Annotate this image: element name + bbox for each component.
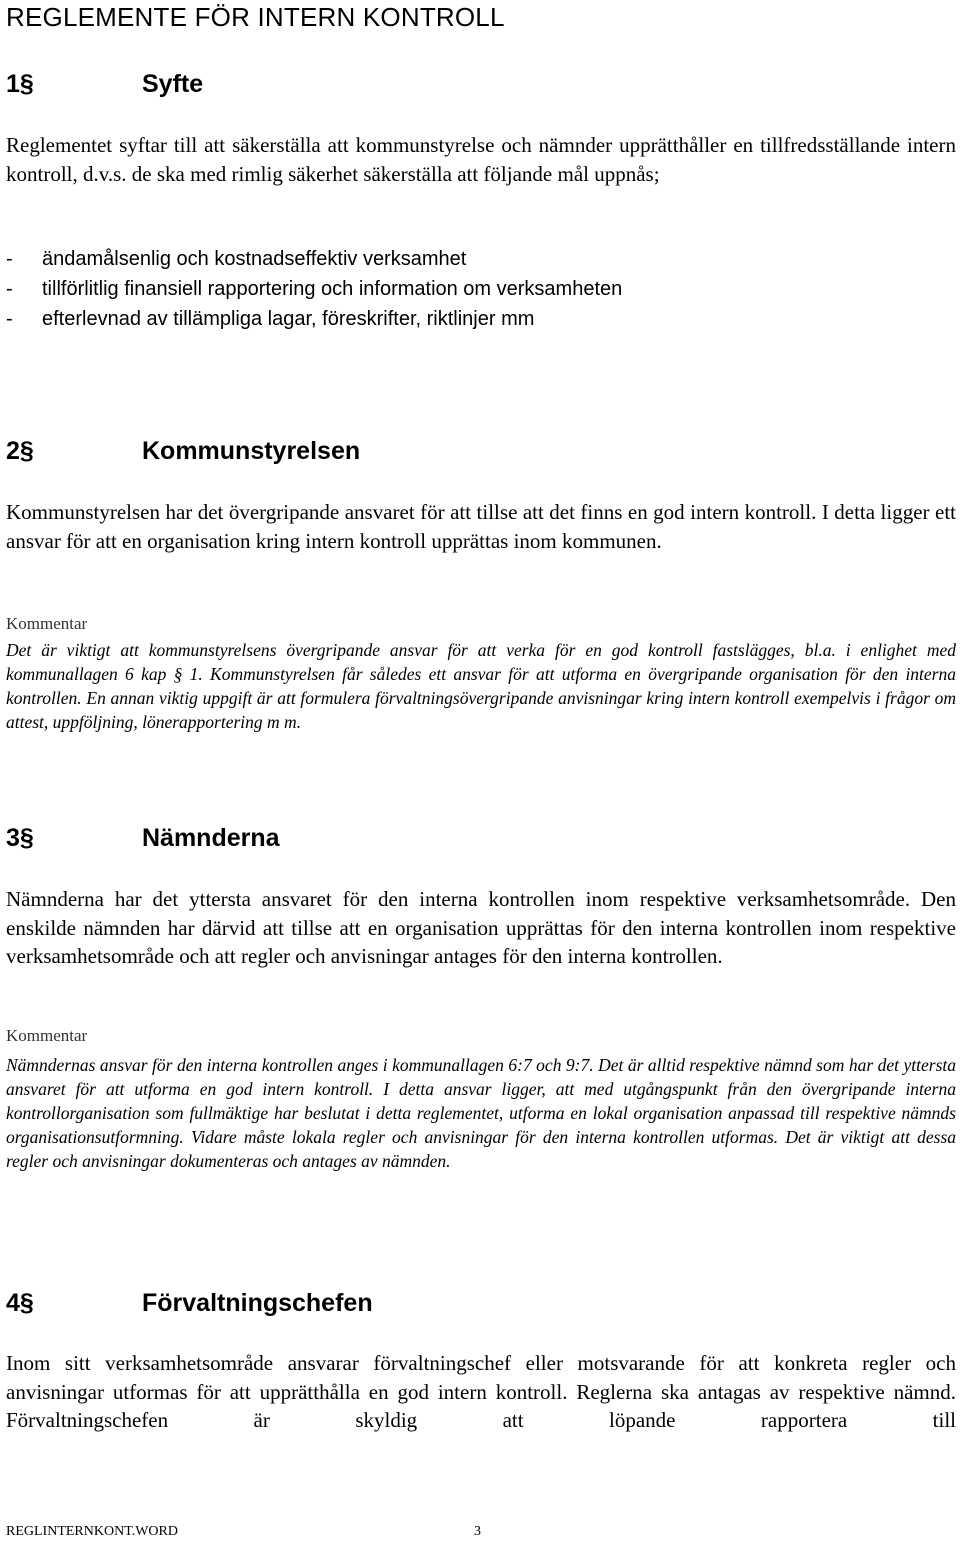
section-1-title: Syfte	[142, 70, 204, 98]
section-2-comment-label: Kommentar	[6, 614, 88, 633]
section-1-number: 1§	[6, 70, 34, 98]
page-footer	[6, 1524, 481, 1540]
section-4-title: Förvaltningschefen	[142, 1289, 373, 1317]
section-1-body: Reglementet syftar till att säkerställa att kommunstyrelse och nämnder upprätthåller en tillfredsställande intern kontroll, d.v.s. de ska med rimlig säkerhet säkerställa att följande mål uppnås;	[6, 133, 956, 186]
section-3-comment: Nämndernas ansvar för den interna kontrollen anges i kommunallagen 6:7 och 9:7. Det är alltid respektive nämnd som har det yttersta ansvaret för att utforma en god intern kontroll. I detta ansvar ligger, att med utgångspunkt från den övergripande interna kontrollorganisation som fullmäktige har beslutat i detta reglementet, utforma en lokal organisation anpassad till respektive nämnds organisationsutformning. Vidare måste lokala regler och anvisningar för den interna kontrollen utformas. Det är viktigt att dessa regler och anvisningar dokumenteras och antages av nämnden.	[6, 1055, 956, 1171]
list-item: - ändamålsenlig och kostnadseffektiv verksamhet	[6, 248, 467, 270]
section-2-heading	[6, 437, 360, 466]
section-4-number: 4§	[6, 1289, 34, 1317]
list-item: - efterlevnad av tillämpliga lagar, föreskrifter, riktlinjer mm	[6, 308, 535, 330]
section-2-number: 2§	[6, 437, 34, 465]
section-4-heading	[6, 1289, 373, 1318]
section-2-body: Kommunstyrelsen har det övergripande ansvaret för att tillse att det finns en god intern kontroll. I detta ligger ett ansvar för att en organisation kring intern kontroll upprättas inom kommunen.	[6, 500, 956, 553]
page-number: 3	[474, 1524, 481, 1539]
section-2-comment: Det är viktigt att kommunstyrelsens övergripande ansvar för att verka för en god kontroll fastslägges, bl.a. i enlighet med kommunallagen 6 kap § 1. Kommunstyrelsen får således ett ansvar för att utforma en övergripande organisation för den interna kontrollen. En annan viktig uppgift är att formulera förvaltningsövergripande anvisningar kring intern kontroll exempelvis i frågor om attest, uppföljning, lönerapportering m m.	[6, 640, 956, 732]
section-4-body: Inom sitt verksamhetsområde ansvarar förvaltningschef eller motsvarande för att konkreta regler och anvisningar utformas för att upprätthålla en god intern kontroll. Reglerna ska antagas av respektive nämnd. Förvaltningschefen är skyldig att löpande rapportera till	[6, 1351, 956, 1432]
section-3-number: 3§	[6, 824, 34, 852]
section-1-heading	[6, 70, 203, 99]
footer-filename: REGLINTERNKONT.WORD	[6, 1524, 178, 1539]
section-3-body: Nämnderna har det yttersta ansvaret för den interna kontrollen inom respektive verksamhetsområde. Den enskilde nämnden har därvid att tillse att en organisation upprättas för den interna kontrollen inom respektive verksamhetsområde och att regler och anvisningar antages för den interna kontrollen.	[6, 887, 956, 968]
section-3-comment-label: Kommentar	[6, 1026, 88, 1045]
document-title: REGLEMENTE FÖR INTERN KONTROLL	[6, 2, 505, 32]
section-2-title: Kommunstyrelsen	[142, 437, 361, 465]
section-3-title: Nämnderna	[142, 824, 280, 852]
section-3-heading	[6, 824, 280, 853]
list-item: - tillförlitlig finansiell rapportering och information om verksamheten	[6, 278, 623, 300]
